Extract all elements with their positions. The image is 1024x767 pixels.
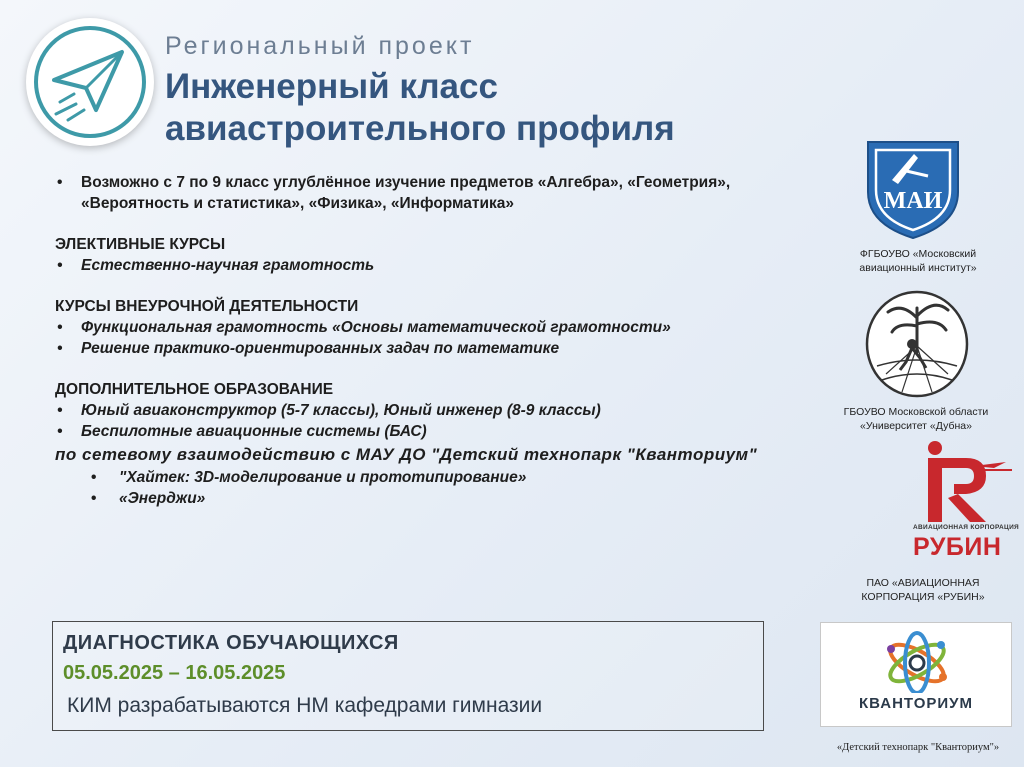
kvantorium-caption: «Детский технопарк "Кванториум"» — [836, 742, 1000, 753]
project-logo — [26, 18, 154, 146]
additional-item: • Юный авиаконструктор (5-7 классы), Юный инженер (8-9 классы) — [55, 400, 805, 421]
dubna-emblem-icon — [862, 288, 972, 400]
rubin-r-icon — [914, 438, 1014, 526]
project-subtitle: Региональный проект — [165, 32, 475, 60]
intro-bullet: • Возможно с 7 по 9 класс углублённое изучение предметов «Алгебра», «Геометрия», «Вероятность и статистика», «Физика», «Информатика» — [55, 172, 805, 214]
extracurricular-item: • Функциональная грамотность «Основы математической грамотности» — [55, 317, 805, 338]
diagnostics-dates: 05.05.2025 – 16.05.2025 — [63, 662, 286, 684]
mai-caption: ФГБОУВО «Московский авиационный институт» — [859, 248, 977, 274]
mai-shield-icon — [858, 132, 968, 242]
network-item: • «Энерджи» — [55, 488, 805, 509]
mai-logo-text: МАИ — [883, 188, 943, 214]
main-content — [55, 172, 805, 509]
kvantorium-logo-text: КВАНТОРИУМ — [859, 695, 973, 712]
elective-heading: ЭЛЕКТИВНЫЕ КУРСЫ — [55, 236, 226, 253]
mai-logo — [858, 132, 968, 242]
extracurricular-item: • Решение практико-ориентированных задач по математике — [55, 338, 805, 359]
kvantorium-atom-icon — [821, 623, 1013, 693]
rubin-logo — [914, 438, 1014, 526]
additional-heading: ДОПОЛНИТЕЛЬНОЕ ОБРАЗОВАНИЕ — [55, 381, 334, 398]
diagnostics-note: КИМ разрабатываются НМ кафедрами гимназии — [67, 694, 543, 717]
rubin-small-text: АВИАЦИОННАЯ КОРПОРАЦИЯ — [913, 524, 1020, 531]
page-title: Инженерный класс авиастроительного профиля — [165, 67, 675, 148]
rubin-logo-text: РУБИН — [913, 533, 1002, 561]
dubna-logo — [862, 288, 972, 400]
diagnostics-box — [52, 621, 764, 731]
network-item: • "Хайтек: 3D-моделирование и прототипирование» — [55, 467, 805, 488]
network-note: по сетевому взаимодействию с МАУ ДО "Детский технопарк "Кванториум" — [55, 445, 758, 464]
paper-plane-icon — [26, 18, 154, 146]
dubna-caption: ГБОУВО Московской области «Университет «Дубна» — [843, 406, 989, 432]
diagnostics-title: ДИАГНОСТИКА ОБУЧАЮЩИХСЯ — [63, 632, 399, 654]
rubin-caption: ПАО «АВИАЦИОННАЯ КОРПОРАЦИЯ «РУБИН» — [861, 577, 985, 603]
elective-item: • Естественно-научная грамотность — [55, 255, 805, 276]
additional-item: • Беспилотные авиационные системы (БАС) — [55, 421, 805, 442]
kvantorium-logo — [820, 622, 1012, 727]
extracurricular-heading: КУРСЫ ВНЕУРОЧНОЙ ДЕЯТЕЛЬНОСТИ — [55, 298, 359, 315]
